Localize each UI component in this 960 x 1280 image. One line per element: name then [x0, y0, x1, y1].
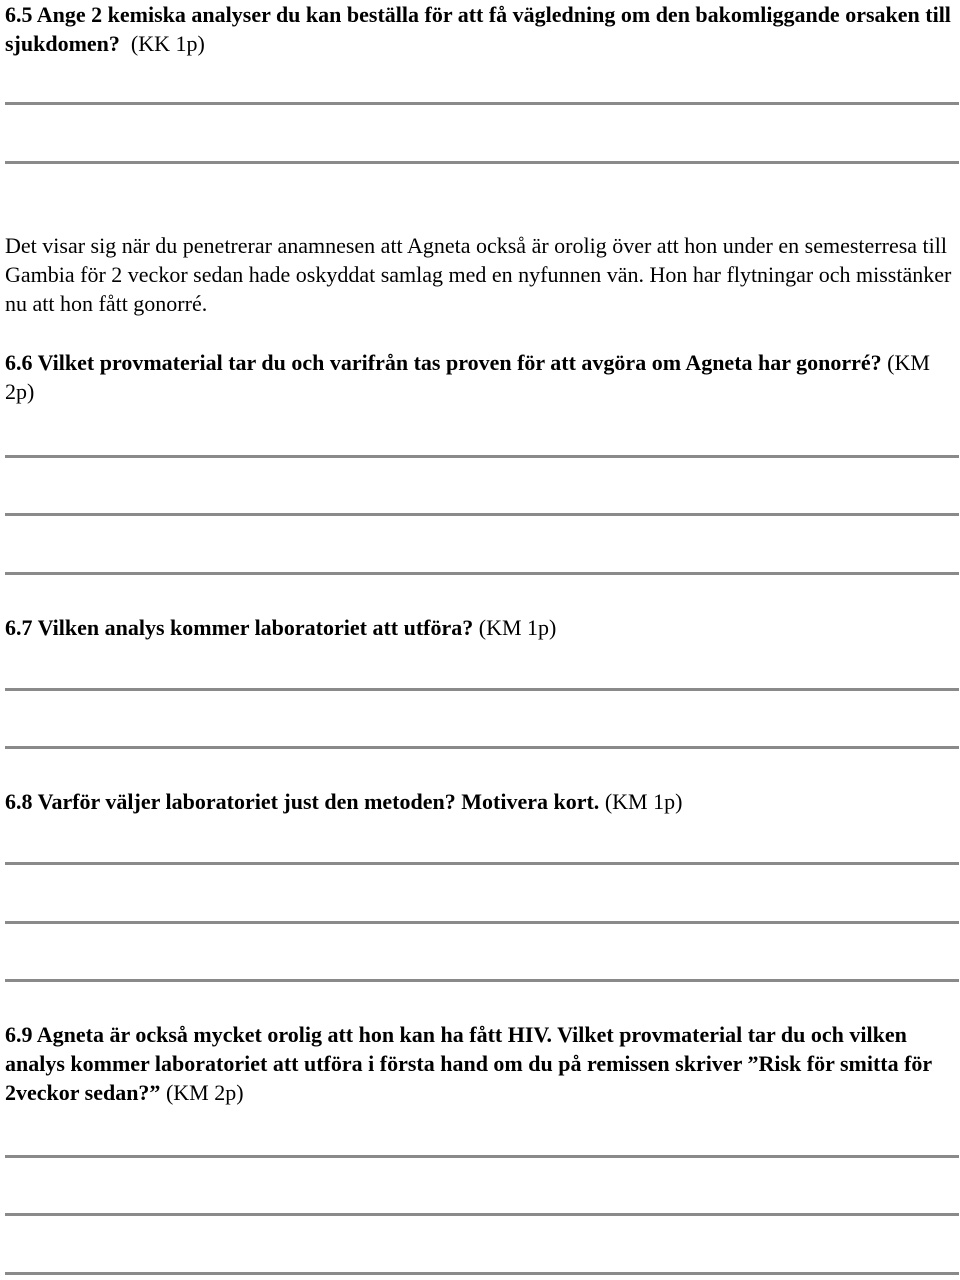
- question-6-7: [5, 613, 955, 642]
- question-6-9: [5, 1020, 955, 1107]
- answer-line[interactable]: [5, 746, 959, 749]
- answer-line[interactable]: [5, 688, 959, 691]
- answer-line[interactable]: [5, 572, 959, 575]
- answer-line[interactable]: [5, 862, 959, 865]
- question-6-8-points: (KM 1p): [604, 789, 683, 814]
- question-6-7-text: 6.7 Vilken analys kommer laboratoriet att utföra?: [5, 615, 474, 640]
- answer-line[interactable]: [5, 102, 959, 105]
- question-6-7-points: (KM 1p): [478, 615, 557, 640]
- answer-line[interactable]: [5, 161, 959, 164]
- scenario-paragraph: Det visar sig när du penetrerar anamnesen att Agneta också är orolig över att hon under en semesterresa till Gambia för 2 veckor sedan hade oskyddat samlag med en nyfunnen vän. Hon har flytningar och misstänker nu att hon fått gonorré.: [5, 233, 952, 316]
- question-6-8-text: 6.8 Varför väljer laboratoriet just den metoden? Motivera kort.: [5, 789, 600, 814]
- answer-line[interactable]: [5, 1272, 959, 1275]
- question-6-6-text: 6.6 Vilket provmaterial tar du och varifrån tas proven för att avgöra om Agneta har gonorré?: [5, 350, 882, 375]
- answer-line[interactable]: [5, 455, 959, 458]
- answer-line[interactable]: [5, 513, 959, 516]
- question-6-5: [5, 0, 955, 58]
- question-6-9-text: 6.9 Agneta är också mycket orolig att hon kan ha fått HIV. Vilket provmaterial tar du och vilken analys kommer laboratoriet att utföra i första hand om du på remissen skriver ”Risk för smitta för 2veckor sedan?”: [5, 1022, 932, 1105]
- answer-line[interactable]: [5, 979, 959, 982]
- question-6-6: [5, 348, 955, 406]
- answer-line[interactable]: [5, 1213, 959, 1216]
- question-6-6-points: (KM 2p): [5, 350, 930, 404]
- question-6-5-points: (KK 1p): [130, 31, 205, 56]
- question-6-9-points: (KM 2p): [165, 1080, 244, 1105]
- answer-line[interactable]: [5, 921, 959, 924]
- question-6-8: [5, 787, 955, 816]
- question-6-5-text: 6.5 Ange 2 kemiska analyser du kan beställa för att få vägledning om den bakomliggande orsaken till sjukdomen?: [5, 2, 951, 56]
- answer-line[interactable]: [5, 1155, 959, 1158]
